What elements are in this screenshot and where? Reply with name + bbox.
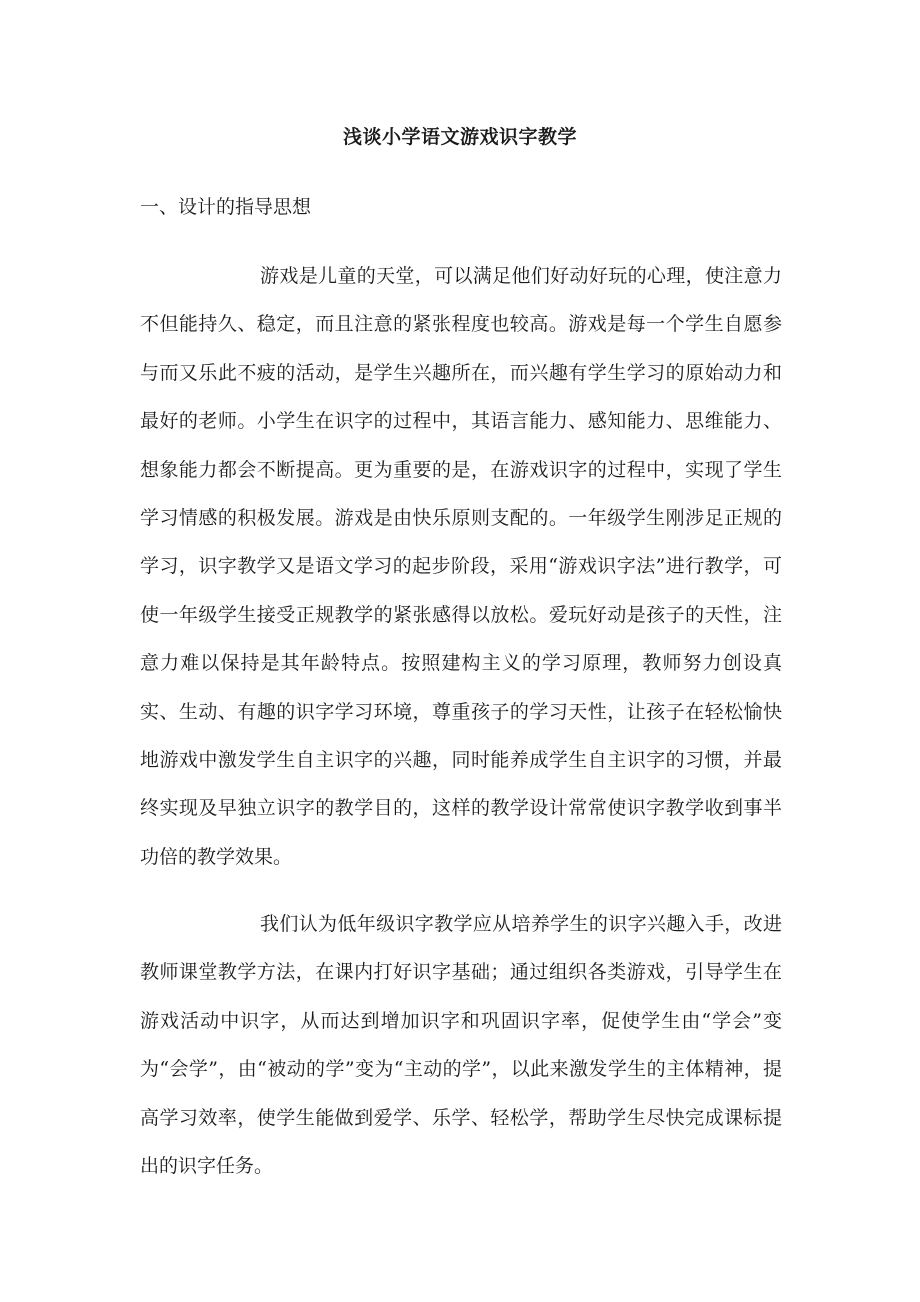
body-paragraph: 游戏是儿童的天堂，可以满足他们好动好玩的心理，使注意力不但能持久、稳定，而且注意的紧张程度也较高。游戏是每一个学生自愿参与而又乐此不疲的活动，是学生兴趣所在，而兴趣有学生学习的原始动力和最好的老师。小学生在识字的过程中，其语言能力、感知能力、思维能力、想象能力都会不断提高。更为重要的是，在游戏识字的过程中，实现了学生学习情感的积极发展。游戏是由快乐原则支配的。一年级学生刚涉足正规的学习，识字教学又是语文学习的起步阶段，采用“游戏识字法”进行教学，可使一年级学生接受正规教学的紧张感得以放松。爱玩好动是孩子的天性，注意力难以保持是其年龄特点。按照建构主义的学习原理，教师努力创设真实、生动、有趣的识字学习环境，尊重孩子的学习天性，让孩子在轻松愉快地游戏中激发学生自主识字的兴趣，同时能养成学生自主识字的习惯，并最终实现及早独立识字的教学目的，这样的教学设计常常使识字教学收到事半功倍的教学效果。 <box>140 265 782 868</box>
body-paragraph: 我们认为低年级识字教学应从培养学生的识字兴趣入手，改进教师课堂教学方法，在课内打好识字基础；通过组织各类游戏，引导学生在游戏活动中识字，从而达到增加识字和巩固识字率，促使学生由“学会”变为“会学”，由“被动的学”变为“主动的学”，以此来激发学生的主体精神，提高学习效率，使学生能做到爱学、乐学、轻松学，帮助学生尽快完成课标提出的识字任务。 <box>140 913 782 1178</box>
document-title: 浅谈小学语文游戏识字教学 <box>342 126 577 148</box>
section-heading: 一、设计的指导思想 <box>140 196 312 218</box>
